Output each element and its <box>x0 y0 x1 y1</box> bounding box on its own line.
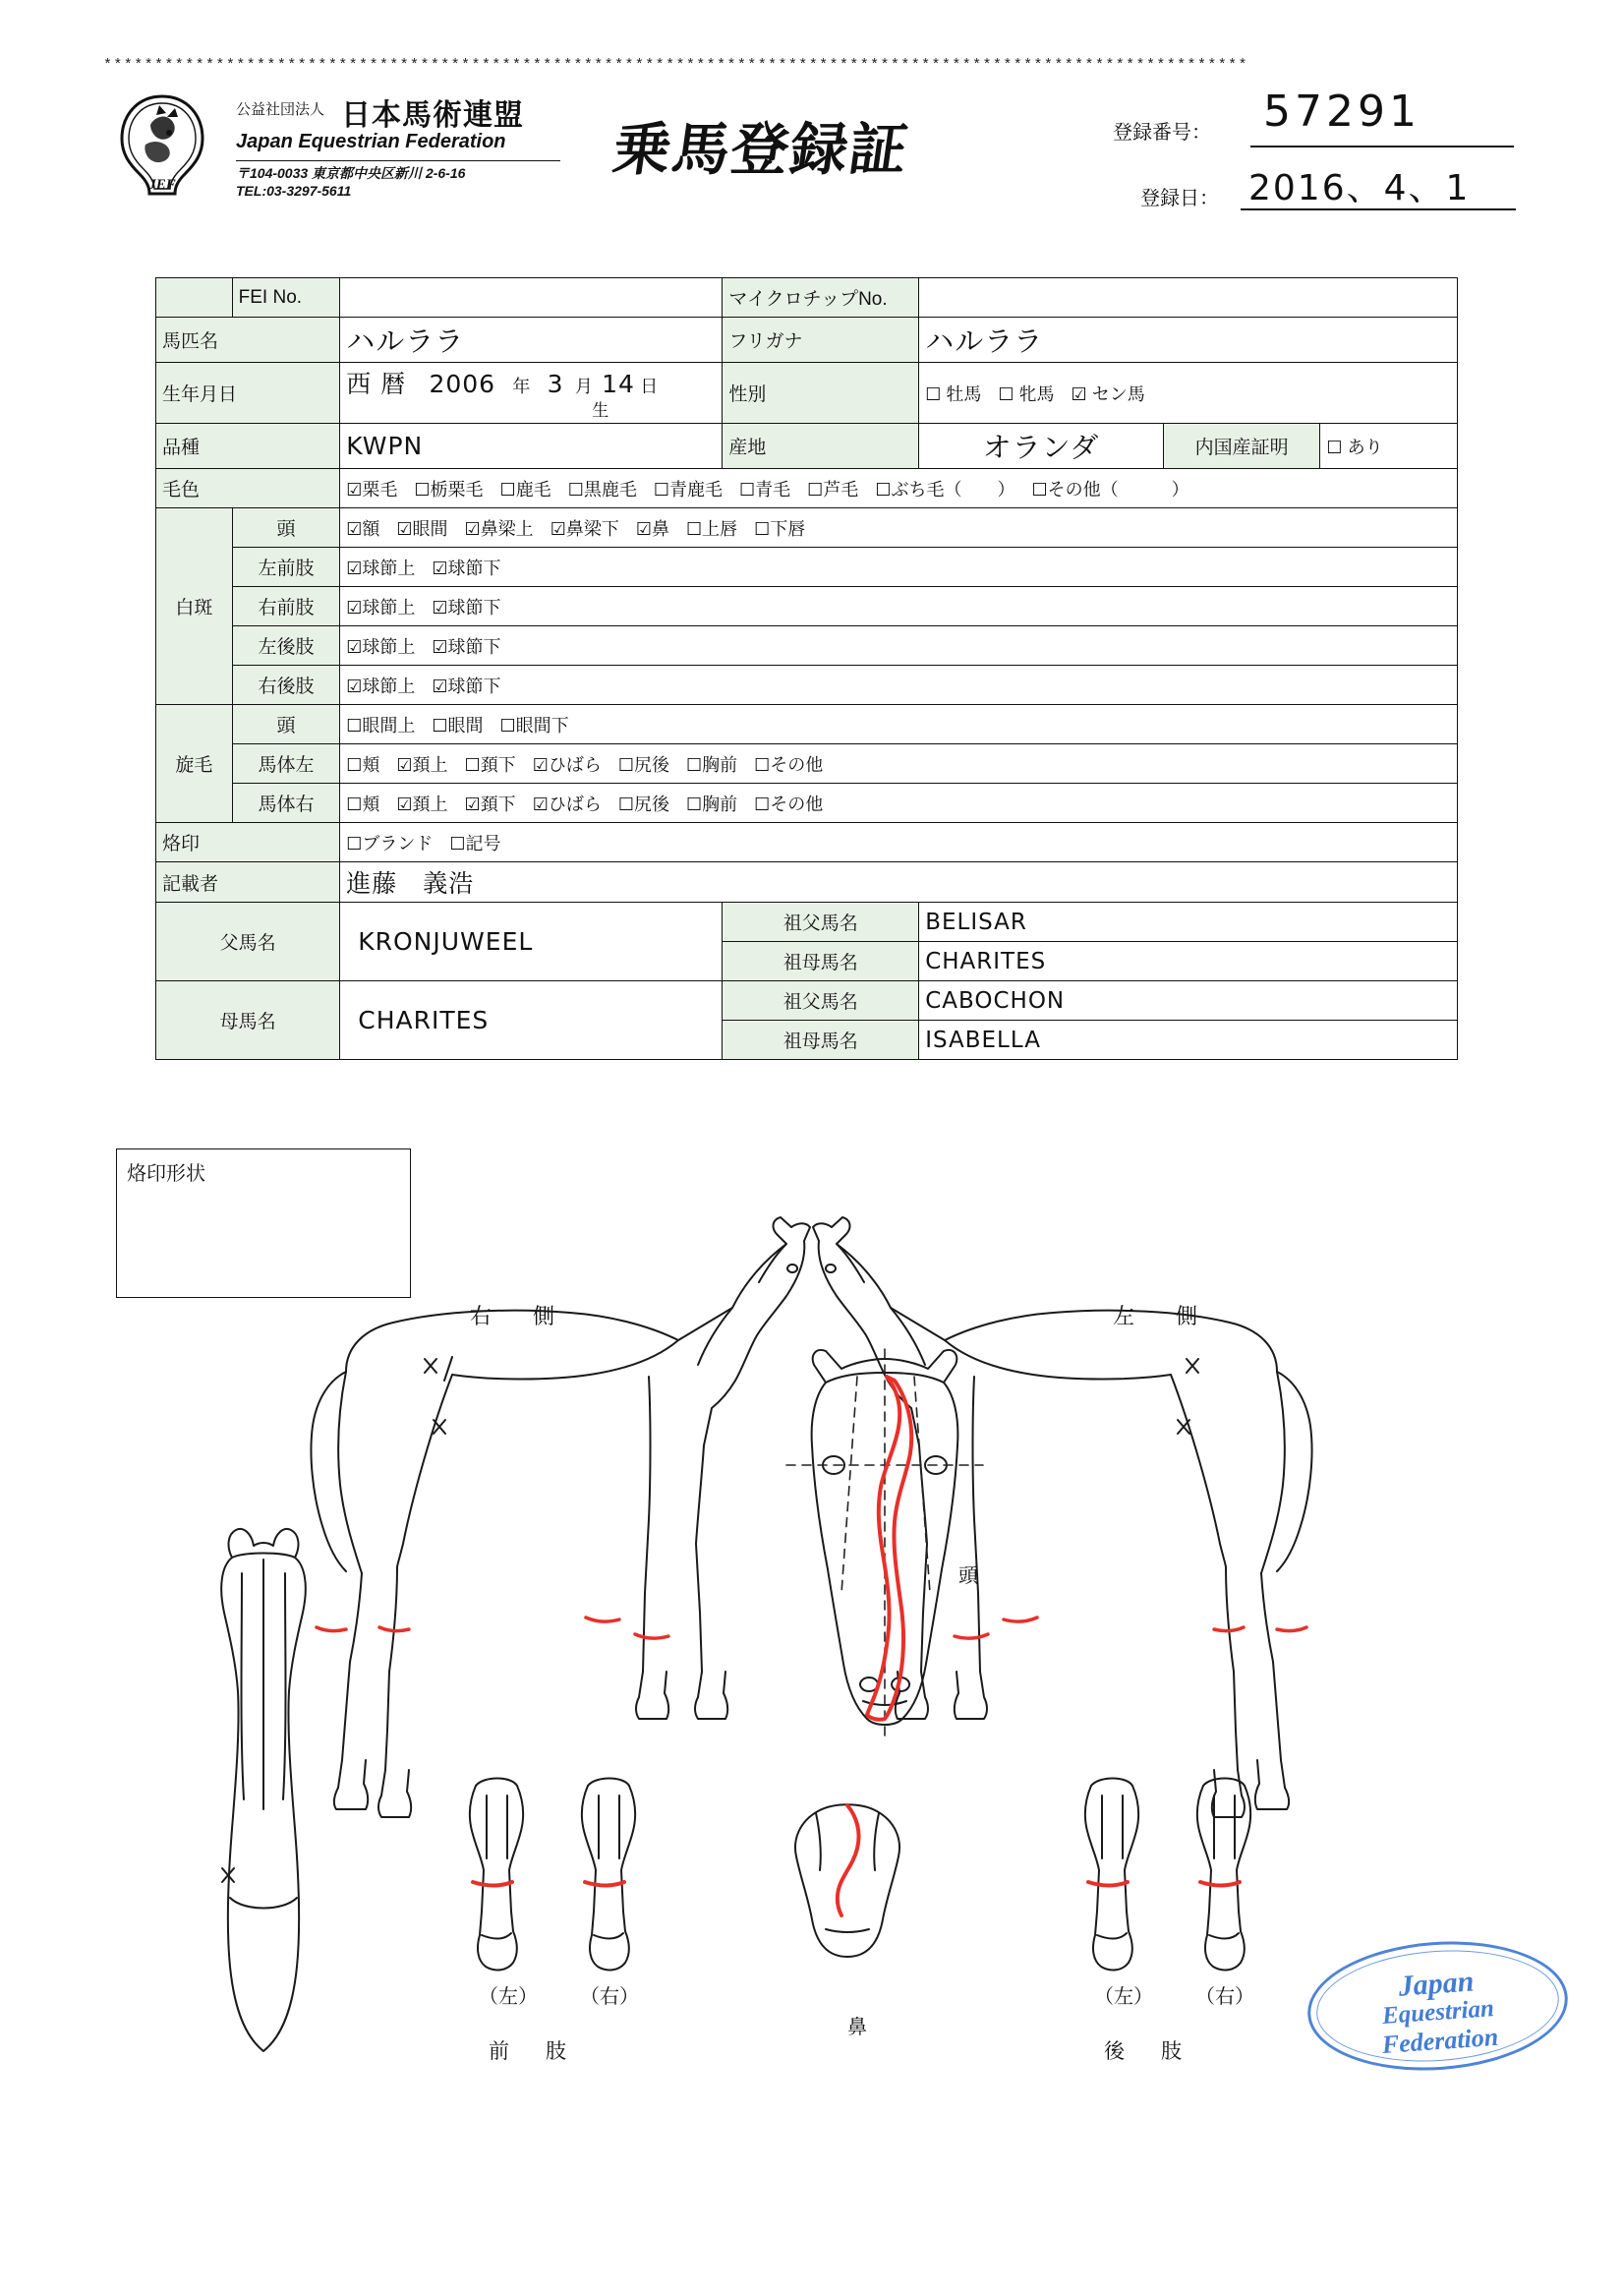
domestic-option-label: あり <box>1347 437 1383 457</box>
white-marking <box>585 1882 624 1886</box>
brand-shape-label: 烙印形状 <box>127 1163 205 1185</box>
left-side-label: 左 側 <box>1113 1304 1208 1328</box>
coat-option-label: 栗毛 <box>362 479 398 500</box>
checkbox-brand-1[interactable]: ☐ <box>449 833 466 854</box>
hind-limbs-figure <box>1085 1779 1250 1971</box>
checkbox-coat-4[interactable]: ☐ <box>653 479 669 500</box>
checkbox-swirl-left-0[interactable]: ☐ <box>346 754 363 776</box>
swirl-option-label: 眼間下 <box>515 715 569 736</box>
checkbox-swirl-left-2[interactable]: ☐ <box>464 754 481 776</box>
dam-grandsire-label: 祖父馬名 <box>723 981 919 1021</box>
white-option-label: 球節上 <box>362 636 416 657</box>
checkbox-swirl-right-0[interactable]: ☐ <box>346 794 363 815</box>
white-marking <box>1004 1618 1037 1621</box>
dam-grandsire-value: CABOCHON <box>919 981 1458 1021</box>
dam-granddam-value: ISABELLA <box>919 1021 1458 1060</box>
birth-month-unit: 月 <box>574 377 593 396</box>
checkbox-white-head-5[interactable]: ☐ <box>686 518 703 540</box>
checkbox-swirl-head-2[interactable]: ☐ <box>499 715 516 736</box>
birth-suffix: 生 <box>592 401 609 420</box>
checkbox-swirl-left-6[interactable]: ☐ <box>754 754 771 776</box>
coat-option-label: その他（ ） <box>1047 479 1189 500</box>
horse-left-side-figure <box>813 1217 1312 1817</box>
swirl-option-label: 頚下 <box>480 794 516 814</box>
sire-grandsire-value: BELISAR <box>919 903 1458 942</box>
brand-option-label: ブランド <box>362 833 434 854</box>
white-option-label: 眼間 <box>412 518 448 539</box>
swirl-option-label: その他 <box>770 754 824 775</box>
horse-right-side-figure <box>311 1217 810 1817</box>
checkbox-white-head-2[interactable]: ☑ <box>464 518 481 540</box>
muzzle-figure <box>795 1804 899 1957</box>
checkbox-swirl-right-2[interactable]: ☑ <box>464 794 481 815</box>
swirl-mark <box>425 1359 436 1373</box>
breed-label: 品種 <box>156 424 340 469</box>
white-markings-label: 白斑 <box>156 508 233 705</box>
checkbox-coat-3[interactable]: ☐ <box>567 479 584 500</box>
swirl-option-label: ひばら <box>548 754 602 775</box>
checkbox-white-rh-1[interactable]: ☑ <box>432 676 448 697</box>
org-small-label: 公益社団法人 <box>236 101 325 118</box>
origin-label: 産地 <box>723 424 919 469</box>
sire-granddam-value: CHARITES <box>919 942 1458 981</box>
checkbox-white-lf-0[interactable]: ☑ <box>346 558 363 579</box>
white-option-label: 額 <box>362 518 380 539</box>
checkbox-swirl-right-4[interactable]: ☐ <box>617 794 634 815</box>
brand-label: 烙印 <box>156 823 340 862</box>
sex-label: 性別 <box>723 363 919 424</box>
org-name-jp: 日本馬術連盟 <box>341 99 524 132</box>
white-marking <box>586 1618 619 1621</box>
sex-option-label: 牝馬 <box>1018 383 1055 404</box>
furigana-value: ハルララ <box>919 318 1458 363</box>
registration-number-label: 登録番号： <box>1113 122 1211 144</box>
white-option-label: 鼻梁下 <box>565 518 619 539</box>
checkbox-white-rf-1[interactable]: ☑ <box>432 597 448 618</box>
domestic-proof-label: 内国産証明 <box>1163 424 1320 469</box>
white-marking <box>1088 1882 1128 1886</box>
horse-name-value: ハルララ <box>340 318 723 363</box>
checkbox-coat-5[interactable]: ☐ <box>739 479 756 500</box>
coat-color-label: 毛色 <box>156 469 340 508</box>
white-option-label: 球節下 <box>447 597 501 618</box>
white-option-label: 球節上 <box>362 676 416 696</box>
federation-stamp <box>1304 1933 1572 2079</box>
hind-right-label: （右） <box>1195 1986 1254 2008</box>
document-title: 乗馬登録証 <box>609 116 914 183</box>
checkbox-swirl-left-1[interactable]: ☑ <box>396 754 413 776</box>
horse-name-label: 馬匹名 <box>156 318 340 363</box>
swirl-part-label: 頭 <box>232 705 340 744</box>
writer-value: 進藤 義浩 <box>340 862 1458 903</box>
writer-label: 記載者 <box>156 862 340 903</box>
checkbox-white-head-4[interactable]: ☑ <box>635 518 652 540</box>
checkbox-sex-2[interactable]: ☑ <box>1071 383 1087 405</box>
checkbox-swirl-right-5[interactable]: ☐ <box>686 794 703 815</box>
top-dotted-rule: **************************************************************************************************************** <box>103 57 1248 74</box>
coat-option-label: 青毛 <box>755 479 791 500</box>
white-part-label: 頭 <box>232 508 340 548</box>
white-option-label: 球節下 <box>447 676 501 696</box>
sire-grandsire-label: 祖父馬名 <box>723 903 919 942</box>
sire-granddam-label: 祖母馬名 <box>723 942 919 981</box>
org-name-en: Japan Equestrian Federation <box>236 131 506 152</box>
origin-value: オランダ <box>919 424 1164 469</box>
swirl-option-label: 尻後 <box>634 794 669 814</box>
checkbox-white-head-0[interactable]: ☑ <box>346 518 363 540</box>
nose-label: 鼻 <box>847 2017 867 2038</box>
swirl-label: 旋毛 <box>156 705 233 823</box>
white-option-label: 球節下 <box>447 636 501 657</box>
checkbox-white-lh-0[interactable]: ☑ <box>346 636 363 658</box>
hind-left-label: （左） <box>1094 1986 1153 2008</box>
coat-option-label: 鹿毛 <box>515 479 551 500</box>
checkbox-white-rh-0[interactable]: ☑ <box>346 676 363 697</box>
swirl-option-label: 胸前 <box>702 754 738 775</box>
checkbox-swirl-right-3[interactable]: ☑ <box>532 794 549 815</box>
front-right-label: （右） <box>580 1986 639 2008</box>
birth-era: 西 暦 <box>346 370 407 398</box>
sire-label: 父馬名 <box>156 903 340 981</box>
swirl-mark <box>1178 1420 1189 1434</box>
checkbox-swirl-left-5[interactable]: ☐ <box>686 754 703 776</box>
checkbox-white-head-6[interactable]: ☐ <box>754 518 771 540</box>
hind-limb-label: 後 肢 <box>1104 2040 1189 2063</box>
swirl-option-label: その他 <box>770 794 824 814</box>
white-option-label: 球節下 <box>447 558 501 578</box>
org-address: 〒104-0033 東京都中央区新川 2-6-16 <box>236 160 560 183</box>
swirl-option-label: 頚上 <box>412 794 448 814</box>
checkbox-swirl-head-1[interactable]: ☐ <box>432 715 448 736</box>
checkbox-swirl-left-3[interactable]: ☑ <box>532 754 549 776</box>
swirl-option-label: 眼間 <box>447 715 484 736</box>
front-limb-label: 前 肢 <box>489 2040 574 2063</box>
checkbox-swirl-right-6[interactable]: ☐ <box>754 794 771 815</box>
swirl-option-label: 頚下 <box>480 754 516 775</box>
coat-option-label: 栃栗毛 <box>430 479 484 500</box>
checkbox-sex-0[interactable]: ☐ <box>925 383 942 405</box>
white-part-label: 左前肢 <box>232 548 340 587</box>
white-option-label: 鼻 <box>652 518 669 539</box>
stamp-line-3: Federation <box>1380 2022 1500 2060</box>
white-option-label: 上唇 <box>702 518 738 539</box>
birth-day: 14 <box>602 370 635 398</box>
white-marking <box>1277 1627 1306 1631</box>
checkbox-swirl-head-0[interactable]: ☐ <box>346 715 363 736</box>
checkbox-coat-2[interactable]: ☐ <box>499 479 516 500</box>
registration-number-value: 57291 <box>1263 87 1420 137</box>
swirl-option-label: 眼間上 <box>362 715 416 736</box>
birth-month: 3 <box>547 370 564 398</box>
birth-year: 2006 <box>429 370 496 398</box>
white-part-label: 左後肢 <box>232 626 340 666</box>
coat-option-label: 青鹿毛 <box>669 479 723 500</box>
swirl-mark <box>434 1420 445 1434</box>
org-tel: TEL:03-3297-5611 <box>236 183 352 199</box>
furigana-label: フリガナ <box>723 318 919 363</box>
checkbox-coat-0[interactable]: ☑ <box>346 479 363 500</box>
coat-option-label: 芦毛 <box>823 479 859 500</box>
checkbox-coat-7[interactable]: ☐ <box>875 479 892 500</box>
checkbox-swirl-left-4[interactable]: ☐ <box>617 754 634 776</box>
microchip-label: マイクロチップNo. <box>723 278 919 318</box>
white-part-label: 右前肢 <box>232 587 340 626</box>
white-marking <box>838 1805 859 1915</box>
birth-date-label: 生年月日 <box>156 363 340 424</box>
white-option-label: 球節上 <box>362 597 416 618</box>
checkbox-white-lh-1[interactable]: ☑ <box>432 636 448 658</box>
coat-option-label: ぶち毛（ ） <box>891 479 1015 500</box>
coat-option-label: 黒鹿毛 <box>583 479 637 500</box>
sex-option-label: セン馬 <box>1091 383 1145 404</box>
swirl-option-label: 頬 <box>362 794 380 814</box>
dam-granddam-label: 祖母馬名 <box>723 1021 919 1060</box>
white-option-label: 球節上 <box>362 558 416 578</box>
fei-label: FEI No. <box>232 278 340 318</box>
swirl-mark <box>1187 1359 1198 1373</box>
checkbox-white-head-1[interactable]: ☑ <box>396 518 413 540</box>
brand-option-label: 記号 <box>465 833 501 854</box>
checkbox-coat-6[interactable]: ☐ <box>807 479 824 500</box>
checkbox-swirl-right-1[interactable]: ☑ <box>396 794 413 815</box>
birth-year-unit: 年 <box>512 377 531 396</box>
front-left-label: （左） <box>479 1986 538 2008</box>
stamp-line-1: Japan <box>1397 1965 1476 2003</box>
horse-head-front-figure <box>786 1349 983 1740</box>
breed-value: KWPN <box>340 424 723 469</box>
dam-label: 母馬名 <box>156 981 340 1060</box>
registration-date-value: 2016、4、1 <box>1248 168 1471 208</box>
white-marking <box>1200 1882 1240 1886</box>
swirl-option-label: ひばら <box>548 794 602 814</box>
registration-date-label: 登録日： <box>1140 188 1219 209</box>
checkbox-brand-0[interactable]: ☐ <box>346 833 363 854</box>
head-label: 頭 <box>958 1565 978 1587</box>
dam-value: CHARITES <box>340 981 723 1060</box>
checkbox-white-rf-0[interactable]: ☑ <box>346 597 363 618</box>
white-part-label: 右後肢 <box>232 666 340 705</box>
birth-day-unit: 日 <box>640 377 659 396</box>
white-marking <box>473 1882 512 1886</box>
right-side-label: 右 側 <box>470 1304 565 1328</box>
checkbox-domestic[interactable]: ☐ <box>1326 437 1343 458</box>
checkbox-white-lf-1[interactable]: ☑ <box>432 558 448 579</box>
swirl-option-label: 頚上 <box>412 754 448 775</box>
swirl-option-label: 胸前 <box>702 794 738 814</box>
checkbox-white-head-3[interactable]: ☑ <box>550 518 566 540</box>
stamp-line-2: Equestrian <box>1381 1995 1495 2030</box>
checkbox-coat-1[interactable]: ☐ <box>414 479 431 500</box>
swirl-part-label: 馬体左 <box>232 744 340 784</box>
front-limbs-figure <box>470 1779 635 1971</box>
white-marking <box>317 1627 346 1631</box>
checkbox-coat-8[interactable]: ☐ <box>1031 479 1048 500</box>
swirl-option-label: 尻後 <box>634 754 669 775</box>
sex-option-label: 牡馬 <box>946 383 982 404</box>
white-option-label: 下唇 <box>770 518 806 539</box>
white-marking <box>635 1634 668 1638</box>
svg-text:JEF: JEF <box>148 177 176 193</box>
white-option-label: 鼻梁上 <box>480 518 534 539</box>
checkbox-sex-1[interactable]: ☐ <box>998 383 1014 405</box>
swirl-option-label: 頬 <box>362 754 380 775</box>
horse-rear-view-figure <box>221 1529 306 2051</box>
sire-value: KRONJUWEEL <box>340 903 723 981</box>
swirl-part-label: 馬体右 <box>232 784 340 823</box>
white-marking <box>955 1634 988 1638</box>
